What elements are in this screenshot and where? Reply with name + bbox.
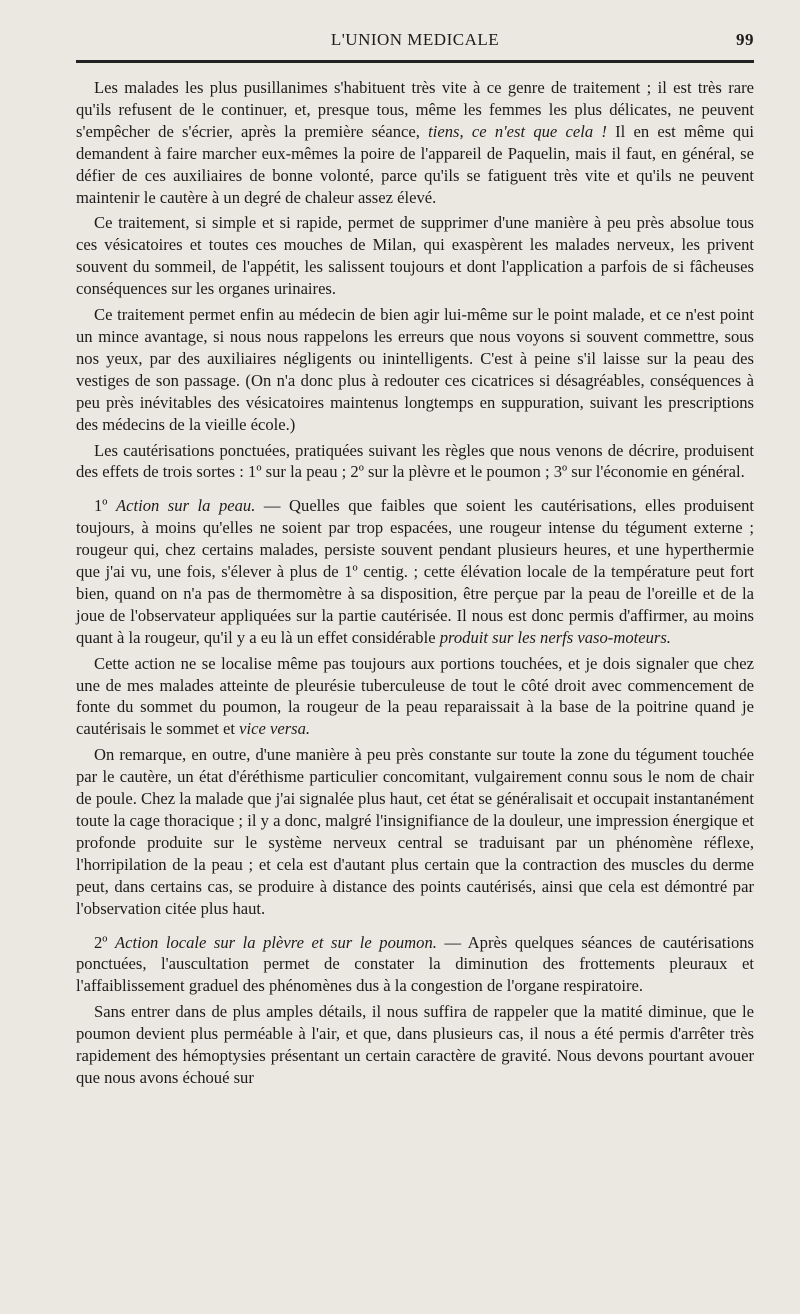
paragraph-1 <box>76 77 754 208</box>
paragraph-6-text: Cette action ne se localise même pas toujours aux portions touchées, et je dois signaler que chez une de mes malades atteinte de pleurésie tuberculeuse de tout le côté droit avec commencement de fonte du sommet du poumon, la rougeur de la peau reparaissait à la base de la poitrine quand je cautérisais le sommet et <box>76 653 754 739</box>
paragraph-5-text: — Quelles que faibles que soient les cautérisations, elles produisent toujours, à moins qu'elles ne soient par trop espacées, une rougeur intense du tégument externe ; rougeur qui, chez certains malades, persiste souvent pendant plusieurs heures, et une hyperthermie que j'ai vu, une fois, s'élever à plus de 1º centig. ; cette élévation locale de la température peut fort bien, quand on n'a pas de thermomètre à sa disposition, être perçue par la peau de l'oreille et de la joue de l'observateur appliquées sur la partie cautérisée. Il nous est donc permis d'affirmer, au moins quant à la rougeur, qu'il y a eu là un effet considérable <box>76 496 754 647</box>
running-title: L'UNION MEDICALE <box>330 30 500 49</box>
running-head <box>76 24 754 56</box>
paragraph-6-italic-end: vice versa. <box>239 719 311 739</box>
paragraph-2: Ce traitement, si simple et si rapide, permet de supprimer d'une manière à peu près absolue tous ces vésicatoires et toutes ces mouches de Milan, qui exaspèrent les malades nerveux, les privent souvent du sommeil, de l'appétit, les salissent toujours et dont l'application a parfois de si fâcheuses conséquences sur les organes urinaires. <box>76 213 754 299</box>
paragraph-1-text-a: Les malades les plus pusillanimes s'habituent très vite à ce genre de traitement ; il est très rare qu'ils refusent de le continuer, et, presque tous, même les femmes les plus délicates, ne peuvent s'empêcher de s'écrier, après la première séance, <box>76 78 754 141</box>
paragraph-5 <box>76 495 754 648</box>
paragraph-1-italic-quote: tiens, ce n'est que cela ! <box>428 121 607 141</box>
paragraph-4: Les cautérisations ponctuées, pratiquées suivant les règles que nous venons de décrire, produisent des effets de trois sortes : 1º sur la peau ; 2º sur la plèvre et le poumon ; 3º sur l'économie en général. <box>76 440 754 482</box>
body-text <box>76 77 754 1089</box>
paragraph-1-text-c: Il en est même qui demandent à faire marcher eux-mêmes la poire de l'appareil de Paquelin, mais il faut, en général, se défier de ces auxiliaires de bonne volonté, parce qu'ils se fatiguent très vite et qu'ils ne peuvent maintenir le cautère à un degré de chaleur assez élevé. <box>76 121 754 207</box>
paragraph-8-text: — Après quelques séances de cautérisations ponctuées, l'auscultation permet de constater la diminution des frottements pleuraux et l'affaiblissement graduel des phénomènes dus à la congestion de l'organe respiratoire. <box>76 932 754 996</box>
paragraph-5-number: 1º <box>94 496 116 516</box>
page-number: 99 <box>736 30 754 49</box>
paragraph-7: On remarque, en outre, d'une manière à peu près constante sur toute la zone du tégument touchée par le cautère, un état d'éréthisme particulier concomitant, vulgairement connu sous le nom de chair de poule. Chez la malade que j'ai signalée plus haut, cet état se généralisait et occupait instantanément toute la cage thoracique ; il y a donc, malgré l'insignifiance de la douleur, une impression énergique et profonde produite sur le système nerveux central se traduisant par un phénomène réflexe, l'horripilation de la peau ; et cela est d'autant plus certain que la contraction des muscles du derme peut, dans certains cas, se produire à distance des points cautérisés, ainsi que cela est démontré par l'observation citée plus haut. <box>76 745 754 918</box>
paragraph-9: Sans entrer dans de plus amples détails, il nous suffira de rappeler que la matité diminue, que le poumon devient plus perméable à l'air, et que, dans plusieurs cas, il nous a été permis d'arrêter très rapidement des hémoptysies présentant un certain caractère de gravité. Nous devons pourtant avouer que nous avons échoué sur <box>76 1002 754 1087</box>
paragraph-8 <box>76 932 754 998</box>
paragraph-3: Ce traitement permet enfin au médecin de bien agir lui-même sur le point malade, et ce n'est point un mince avantage, si nous nous rappelons les erreurs que nous voyons si souvent commettre, sous nos yeux, par des auxiliaires négligents ou inintelligents. C'est à peine s'il laisse sur la peau des vestiges de son passage. (On n'a donc plus à redouter ces cicatrices si désagréables, conséquences à peu près inévitables des vésicatoires maintenus longtemps en suppuration, suivant les prescriptions des médecins de la vieille école.) <box>76 305 754 434</box>
paragraph-5-italic-end: produit sur les nerfs vaso-moteurs. <box>439 627 671 647</box>
header-rule <box>76 60 754 63</box>
section-heading-action-locale: Action locale sur la plèvre et sur le poumon. <box>114 932 437 952</box>
paragraph-8-number: 2º <box>94 932 115 952</box>
paragraph-6 <box>76 653 754 741</box>
section-heading-action-sur-la-peau: Action sur la peau. <box>115 496 256 516</box>
